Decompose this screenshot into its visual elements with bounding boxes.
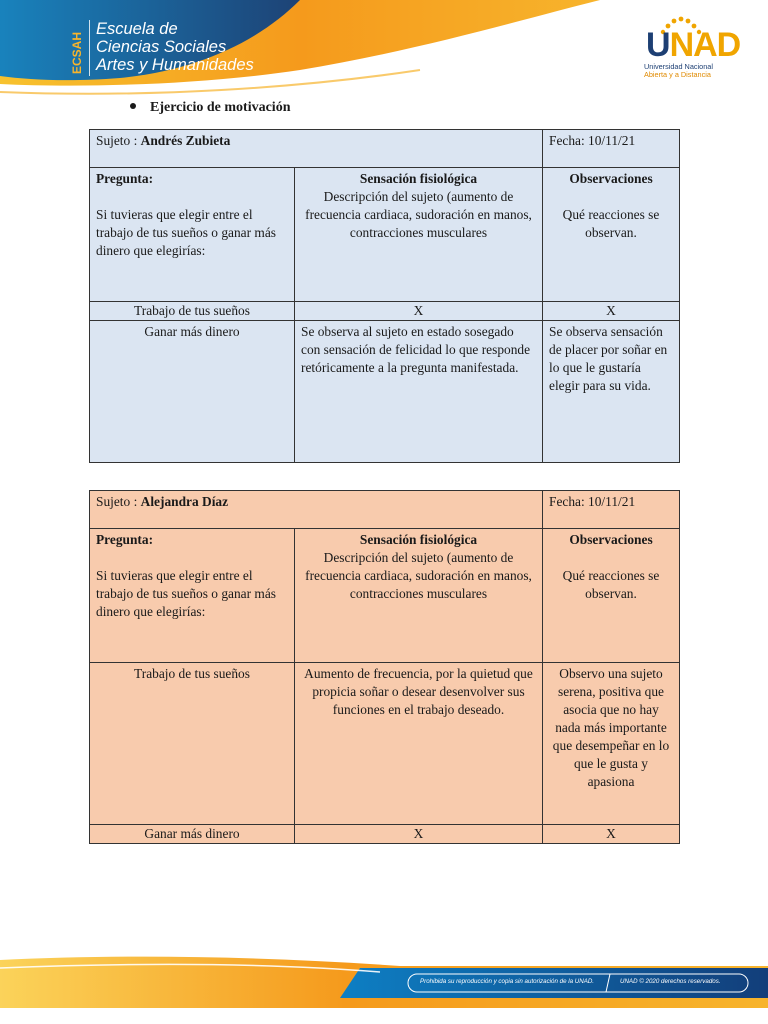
sensation-desc: Descripción del sujeto (aumento de frecuencia cardiaca, sudoración en manos, contracciones musculares <box>305 550 532 601</box>
question-cell <box>90 168 295 302</box>
unad-subtitle: Universidad Nacional Abierta y a Distancia <box>644 62 713 79</box>
observations-header-cell <box>543 168 680 302</box>
sensation-title: Sensación fisiológica <box>359 532 478 547</box>
observations-title: Observaciones <box>569 532 653 547</box>
section-title: Ejercicio de motivación <box>130 100 291 116</box>
row-label: Trabajo de tus sueños <box>90 302 295 321</box>
school-name <box>96 20 254 74</box>
row-label: Ganar más dinero <box>90 321 295 463</box>
observations-desc: Qué reacciones se observan. <box>562 207 660 240</box>
sensation-header-cell <box>295 168 543 302</box>
question-label: Pregunta: <box>96 532 154 547</box>
sensation-header-cell <box>295 529 543 663</box>
row-sensation: Aumento de frecuencia, por la quietud que propicia soñar o desear desenvolver sus funciones en el trabajo deseado. <box>295 663 543 825</box>
row-observation: X <box>543 825 680 844</box>
page-header <box>0 0 768 100</box>
table-row <box>90 529 680 663</box>
observations-header-cell <box>543 529 680 663</box>
bullet-icon <box>130 103 136 109</box>
subject-cell: Sujeto : Andrés Zubieta <box>90 130 543 168</box>
table-row <box>90 130 680 168</box>
table-row <box>90 491 680 529</box>
sensation-title: Sensación fisiológica <box>359 171 478 186</box>
school-line-2: Ciencias Sociales <box>96 38 227 56</box>
subject-table-1 <box>89 129 680 463</box>
question-cell <box>90 529 295 663</box>
school-line-3: Artes y Humanidades <box>96 56 254 74</box>
question-text: Si tuvieras que elegir entre el trabajo de tus sueños o ganar más dinero que elegirías: <box>96 568 276 619</box>
school-line-1: Escuela de <box>96 20 178 38</box>
table-row <box>90 825 680 844</box>
table-row <box>90 663 680 825</box>
date-cell: Fecha: 10/11/21 <box>543 491 680 529</box>
row-label: Ganar más dinero <box>90 825 295 844</box>
table-row <box>90 302 680 321</box>
row-observation: Observo una sujeto serena, positiva que asocia que no hay nada más importante que desempeñar en lo que le gusta y apasiona <box>543 663 680 825</box>
header-divider <box>89 20 90 76</box>
subject-name: Andrés Zubieta <box>140 133 231 148</box>
sensation-desc: Descripción del sujeto (aumento de frecuencia cardiaca, sudoración en manos, contracciones musculares <box>305 189 532 240</box>
row-sensation: Se observa al sujeto en estado sosegado con sensación de felicidad lo que responde retóricamente a la pregunta manifestada. <box>295 321 543 463</box>
date-cell: Fecha: 10/11/21 <box>543 130 680 168</box>
question-text: Si tuvieras que elegir entre el trabajo de tus sueños o ganar más dinero que elegirías: <box>96 207 276 258</box>
footer-notice: Prohibida su reproducción y copia sin autorización de la UNAD. <box>420 978 595 985</box>
subject-table-2 <box>89 490 680 844</box>
row-sensation: X <box>295 825 543 844</box>
observations-desc: Qué reacciones se observan. <box>562 568 660 601</box>
row-label: Trabajo de tus sueños <box>90 663 295 825</box>
subject-name: Alejandra Díaz <box>140 494 229 509</box>
row-observation: X <box>543 302 680 321</box>
table-row <box>90 321 680 463</box>
observations-title: Observaciones <box>569 171 653 186</box>
ecsah-label <box>68 18 86 76</box>
footer-rights: UNAD © 2020 derechos reservados. <box>620 978 721 985</box>
unad-wordmark: UNAD <box>646 26 741 64</box>
table-row <box>90 168 680 302</box>
row-sensation: X <box>295 302 543 321</box>
row-observation: Se observa sensación de placer por soñar en lo que le gustaría elegir para su vida. <box>543 321 680 463</box>
question-label: Pregunta: <box>96 171 154 186</box>
subject-cell: Sujeto : Alejandra Díaz <box>90 491 543 529</box>
svg-text:ECSAH: ECSAH <box>70 31 84 74</box>
